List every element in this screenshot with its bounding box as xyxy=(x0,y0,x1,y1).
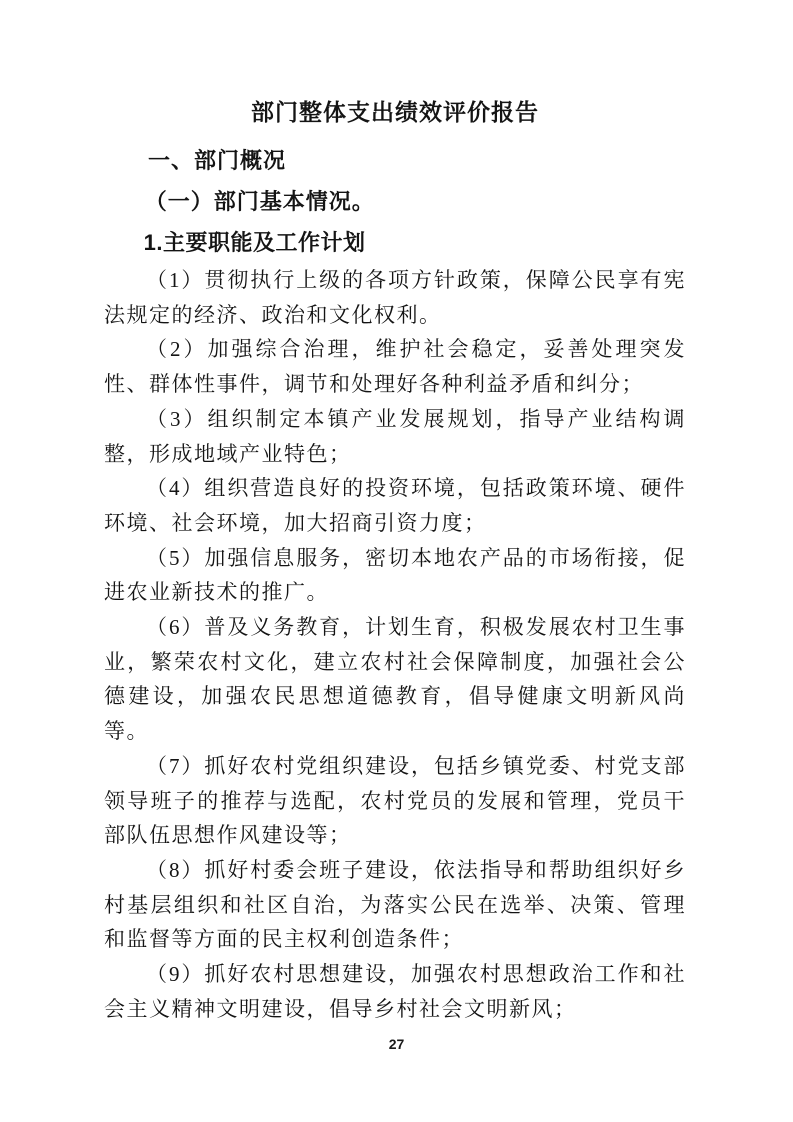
subsection-heading: （一）部门基本情况。 xyxy=(144,189,375,214)
paragraph: （6）普及义务教育，计划生育，积极发展农村卫生事业，繁荣农村文化，建立农村社会保障制度，加强社会公德建设，加强农民思想道德教育，倡导健康文明新风尚等。 xyxy=(104,615,686,744)
paragraph-list xyxy=(104,263,686,1026)
paragraph: （2）加强综合治理，维护社会稳定，妥善处理突发性、群体性事件，调节和处理好各种利益矛盾和纠分； xyxy=(104,337,686,397)
paragraph: （8）抓好村委会班子建设，依法指导和帮助组织好乡村基层组织和社区自治，为落实公民在选举、决策、管理和监督等方面的民主权利创造条件； xyxy=(104,857,686,952)
page-number: 27 xyxy=(388,1036,405,1052)
paragraph: （3）组织制定本镇产业发展规划，指导产业结构调整，形成地域产业特色； xyxy=(104,406,686,466)
document-title: 部门整体支出绩效评价报告 xyxy=(251,99,539,125)
paragraph: （7）抓好农村党组织建设，包括乡镇党委、村党支部领导班子的推荐与选配，农村党员的发展和管理，党员干部队伍思想作风建设等； xyxy=(104,753,686,848)
paragraph: （9）抓好农村思想建设，加强农村思想政治工作和社会主义精神文明建设，倡导乡村社会文明新风； xyxy=(104,962,686,1021)
paragraph: （4）组织营造良好的投资环境，包括政策环境、硬件环境、社会环境，加大招商引资力度； xyxy=(104,476,686,535)
document-content xyxy=(104,96,686,1026)
clause-heading: 1.主要职能及工作计划 xyxy=(143,230,366,255)
paragraph: （1）贯彻执行上级的各项方针政策，保障公民享有宪法规定的经济、政治和文化权利。 xyxy=(104,268,686,327)
paragraph: （5）加强信息服务，密切本地农产品的市场衔接，促进农业新技术的推广。 xyxy=(104,545,686,605)
section-heading: 一、部门概况 xyxy=(148,148,287,173)
